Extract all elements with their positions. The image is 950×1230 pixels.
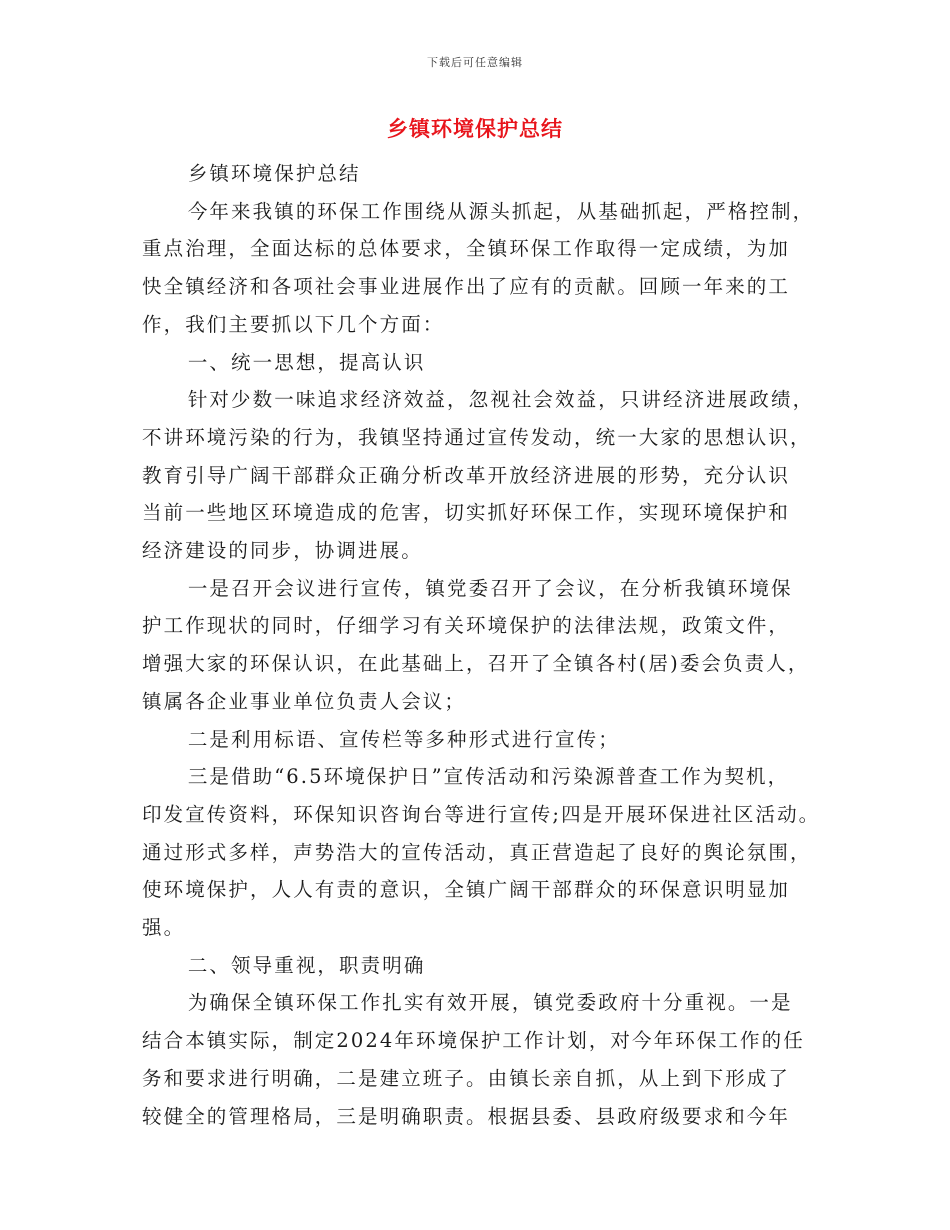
paragraph: [142, 947, 810, 985]
text-line: 作，我们主要抓以下几个方面：: [142, 312, 445, 336]
text-line: 结合本镇实际，制定2024年环境保护工作计划，对今年环保工作的任: [142, 1029, 805, 1053]
text-line: 今年来我镇的环保工作围绕从源头抓起，从基础抓起，严格控制，: [187, 199, 815, 223]
text-line: 重点治理，全面达标的总体要求，全镇环保工作取得一定成绩，为加: [142, 237, 791, 261]
paragraph: [142, 984, 810, 1135]
header-note: 下载后可任意编辑: [427, 56, 523, 69]
paragraph: [142, 344, 810, 382]
text-line: 当前一些地区环境造成的危害，切实抓好环保工作，实现环境保护和: [142, 501, 791, 525]
text-line: 通过形式多样，声势浩大的宣传活动，真正营造起了良好的舆论氛围，: [142, 840, 812, 864]
text-line: 镇属各企业事业单位负责人会议；: [142, 689, 467, 713]
text-line: 一是召开会议进行宣传，镇党委召开了会议，在分析我镇环境保: [187, 576, 793, 600]
paragraph: [142, 721, 810, 759]
paragraph: [142, 758, 821, 947]
text-line: 快全镇经济和各项社会事业进展作出了应有的贡献。回顾一年来的工: [142, 275, 791, 299]
text-line: 使环境保护，人人有责的意识，全镇广阔干部群众的环保意识明显加: [142, 878, 791, 902]
text-line: 强。: [142, 916, 186, 940]
text-line: 二、领导重视，职责明确: [187, 953, 426, 977]
text-line: 务和要求进行明确，二是建立班子。由镇长亲自抓，从上到下形成了: [142, 1066, 791, 1090]
text-line: 教育引导广阔干部群众正确分析改革开放经济进展的形势，充分认识: [142, 463, 791, 487]
paragraph: [142, 193, 815, 344]
paragraph: [142, 381, 815, 570]
paragraph: [142, 570, 810, 721]
document-title: 乡镇环境保护总结: [387, 116, 563, 141]
text-line: 不讲环境污染的行为，我镇坚持通过宣传发动，统一大家的思想认识，: [142, 425, 812, 449]
text-line: 二是利用标语、宣传栏等多种形式进行宣传；: [187, 727, 620, 751]
text-line: 为确保全镇环保工作扎实有效开展，镇党委政府十分重视。一是: [187, 991, 793, 1015]
text-line: 护工作现状的同时，仔细学习有关环境保护的法律法规，政策文件，: [142, 614, 791, 638]
text-line: 较健全的管理格局，三是明确职责。根据县委、县政府级要求和今年: [142, 1104, 791, 1128]
text-line: 三是借助“6.5环境保护日”宣传活动和污染源普查工作为契机，: [187, 765, 790, 789]
text-line: 乡镇环境保护总结: [187, 162, 361, 185]
document-body: [142, 155, 821, 1135]
text-line: 印发宣传资料，环保知识咨询台等进行宣传;四是开展环保进社区活动。: [142, 802, 821, 826]
text-line: 针对少数一味追求经济效益，忽视社会效益，只讲经济进展政绩，: [187, 388, 815, 412]
text-line: 增强大家的环保认识，在此基础上，召开了全镇各村(居)委会负责人，: [142, 652, 810, 676]
text-line: 一、统一思想，提高认识: [187, 350, 426, 374]
text-line: 经济建设的同步，协调进展。: [142, 539, 423, 563]
paragraph: [142, 155, 810, 193]
